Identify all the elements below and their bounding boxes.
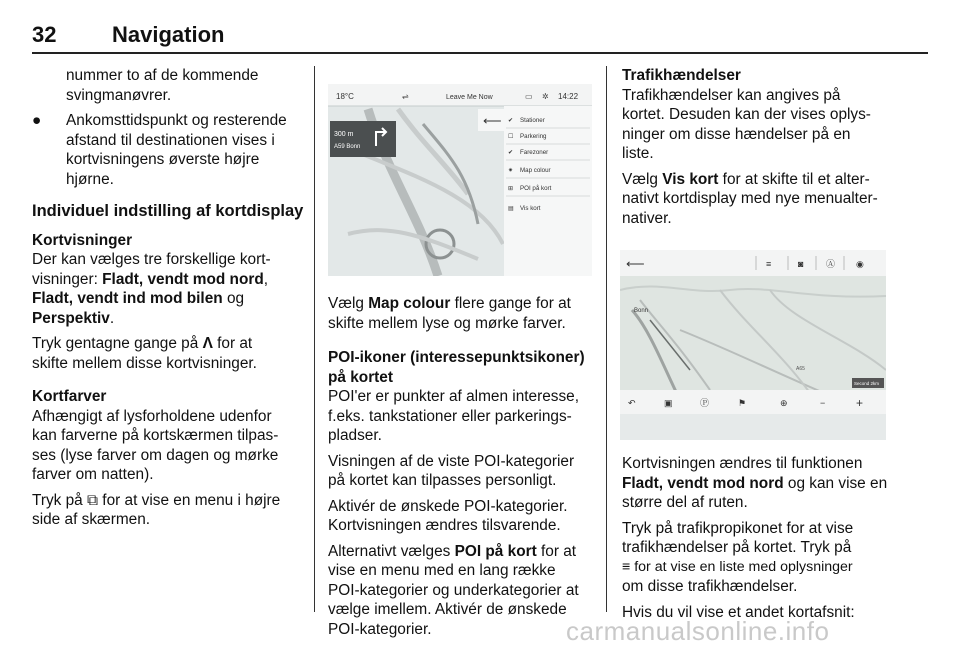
text-line: Visningen af de viste POI-kategorier: [328, 452, 575, 470]
right-column-bottom: [622, 454, 922, 622]
text-line: Kortvisningen ændres til funktionen: [622, 455, 863, 472]
text-line: afstand til destinationen vises i: [66, 131, 275, 149]
text-line: vælge imellem. Aktivér de ønskede: [328, 601, 567, 618]
text-line: hjørne.: [66, 170, 114, 188]
text-line: Kortvisningen ændres tilsvarende.: [328, 517, 561, 534]
text-line: POI'er er punkter af almen interesse,: [328, 388, 580, 405]
menu-item-parkering[interactable]: Parkering: [520, 133, 547, 140]
text-line: Vælg Map colour flere gange for at: [328, 295, 571, 312]
sun-icon: ✷: [508, 167, 514, 174]
text-line: svingmanøvrer.: [66, 86, 172, 104]
subheading: Kortvisninger: [32, 231, 133, 249]
watermark: carmanualsonline.info: [566, 616, 830, 646]
text-line: side af skærmen.: [32, 511, 151, 528]
menu-check-icon: ✔: [508, 149, 514, 156]
text-line: ≡ for at vise en liste med oplysninger: [622, 558, 853, 575]
text-line: Tryk gentagne gange på Ʌ for at: [32, 335, 253, 352]
text-line: vise en menu med en lang række: [328, 562, 556, 579]
text-line: trafikhændelser på kortet. Tryk på: [622, 539, 852, 556]
undo-icon[interactable]: ↶: [628, 398, 636, 408]
menu-item-map-colour[interactable]: Map colour: [520, 167, 551, 174]
text-line: Afhængigt af lysforholdene udenfor: [32, 407, 272, 425]
menu-check-icon: ✔: [508, 117, 514, 124]
page-title: Navigation: [112, 22, 225, 47]
text-line: større del af ruten.: [622, 494, 748, 511]
text-line: på kortet kan tilpasses personligt.: [328, 472, 557, 489]
map-road-label: A65: [796, 366, 805, 372]
navigation-screen-image: [328, 84, 592, 276]
poi-icon: ⊞: [508, 185, 514, 192]
text-line: POI-kategorier.: [328, 620, 432, 638]
text-line: Fladt, vendt ind mod bilen og: [32, 290, 245, 307]
text-line: Aktivér de ønskede POI-kategorier.: [328, 497, 568, 515]
text-line: kan farverne på kortskærmen tilpas-: [32, 427, 279, 444]
text-line: nativt kortdisplay med nye menualter-: [622, 190, 878, 207]
subheading: Trafikhændelser: [622, 67, 741, 84]
menu-item-farezoner[interactable]: Farezoner: [520, 149, 549, 156]
menu-item-poi-paa-kort[interactable]: POI på kort: [520, 185, 552, 192]
add-circle-icon[interactable]: ⊕: [780, 398, 788, 408]
text-line: nativer.: [622, 209, 672, 227]
text-line: nummer to af de kommende: [66, 67, 259, 84]
page-number: 32: [32, 22, 57, 47]
map-view-image: [620, 250, 886, 440]
menu-item-stationer[interactable]: Stationer: [520, 117, 545, 124]
turn-distance-label: 300 m: [334, 131, 354, 138]
text-line: Tryk på ⧉ for at vise en menu i højre: [32, 491, 281, 509]
text-line: kortvisningens øverste højre: [66, 151, 260, 168]
text-line: skifte mellem lyse og mørke farver.: [328, 314, 566, 332]
column-divider-left: [314, 66, 315, 612]
back-arrow-icon[interactable]: ⟵: [626, 256, 645, 271]
map-scale-label: Second 2km: [854, 381, 880, 386]
text-line: Alternativt vælges POI på kort for at: [328, 542, 577, 560]
text-line: liste.: [622, 145, 654, 162]
subheading: Kortfarver: [32, 388, 107, 405]
text-line: f.eks. tankstationer eller parkerings-: [328, 407, 572, 425]
text-line: Hvis du vil vise et andet kortafsnit:: [622, 603, 855, 621]
text-line: Ankomsttidspunkt og resterende: [66, 112, 287, 129]
menu-icon: ⧉: [87, 491, 99, 509]
zoom-out-icon[interactable]: −: [820, 398, 826, 408]
bullet-item: [32, 111, 308, 189]
parking-icon[interactable]: Ⓟ: [700, 398, 710, 408]
compass-icon[interactable]: Ⓐ: [826, 259, 836, 269]
map-icon: ▤: [508, 205, 514, 212]
text-line: kortet. Desuden kan der vises oplys-: [622, 106, 871, 123]
left-column: [32, 66, 308, 530]
poi-icon[interactable]: ⚑: [738, 398, 747, 408]
text-line: POI-kategorier og underkategorier at: [328, 581, 579, 599]
temperature-label: 18°C: [336, 92, 354, 101]
text-line: skifte mellem disse kortvisninger.: [32, 354, 257, 372]
text-line: Trafikhændelser kan angives på: [622, 86, 841, 104]
fuel-icon[interactable]: ▣: [664, 398, 673, 408]
subheading: på kortet: [328, 368, 393, 386]
clock-label: 14:22: [558, 92, 579, 101]
back-arrow-icon[interactable]: ⟵: [483, 113, 502, 128]
road-name-label: A59 Bonn: [334, 144, 361, 150]
header-rule: [32, 52, 928, 54]
target-icon[interactable]: ◉: [856, 259, 864, 269]
text-line: Perspektiv.: [32, 309, 115, 327]
subheading: POI-ikoner (interessepunktsikoner): [328, 349, 585, 366]
traffic-icon[interactable]: ◙: [798, 259, 804, 269]
text-line: Der kan vælges tre forskellige kort-: [32, 251, 271, 268]
text-line: visninger: Fladt, vendt mod nord,: [32, 270, 269, 288]
text-line: pladser.: [328, 427, 382, 444]
right-column-top: [622, 66, 922, 228]
text-line: Fladt, vendt mod nord og kan vise en: [622, 474, 888, 492]
text-line: Vælg Vis kort for at skifte til et alter-: [622, 170, 870, 188]
leave-me-now-label: Leave Me Now: [446, 94, 493, 101]
gear-icon: ✲: [542, 92, 549, 101]
middle-column: [328, 294, 600, 639]
section-heading: Individuel indstilling af kortdisplay: [32, 202, 304, 220]
column-divider-right: [606, 66, 607, 612]
text-line: om disse trafikhændelser.: [622, 578, 798, 595]
message-icon: ▭: [525, 92, 533, 101]
menu-item-vis-kort[interactable]: Vis kort: [520, 205, 541, 212]
map-city-label: Bonn: [634, 308, 649, 314]
bullet-dot: ●: [32, 112, 42, 129]
view-toggle-icon: Ʌ: [202, 335, 213, 352]
text-line: Tryk på trafikpropikonet for at vise: [622, 519, 854, 537]
zoom-in-icon[interactable]: +: [856, 396, 864, 410]
text-line: farver om natten).: [32, 466, 154, 483]
list-icon[interactable]: ≡: [766, 259, 772, 269]
menu-box-icon: ☐: [508, 133, 514, 140]
text-line: ses (lyse farver om dagen og mørke: [32, 446, 279, 464]
text-line: ninger om disse hændelser på en: [622, 125, 851, 143]
usb-icon: ⇌: [402, 92, 409, 101]
list-icon: ≡: [622, 558, 631, 575]
